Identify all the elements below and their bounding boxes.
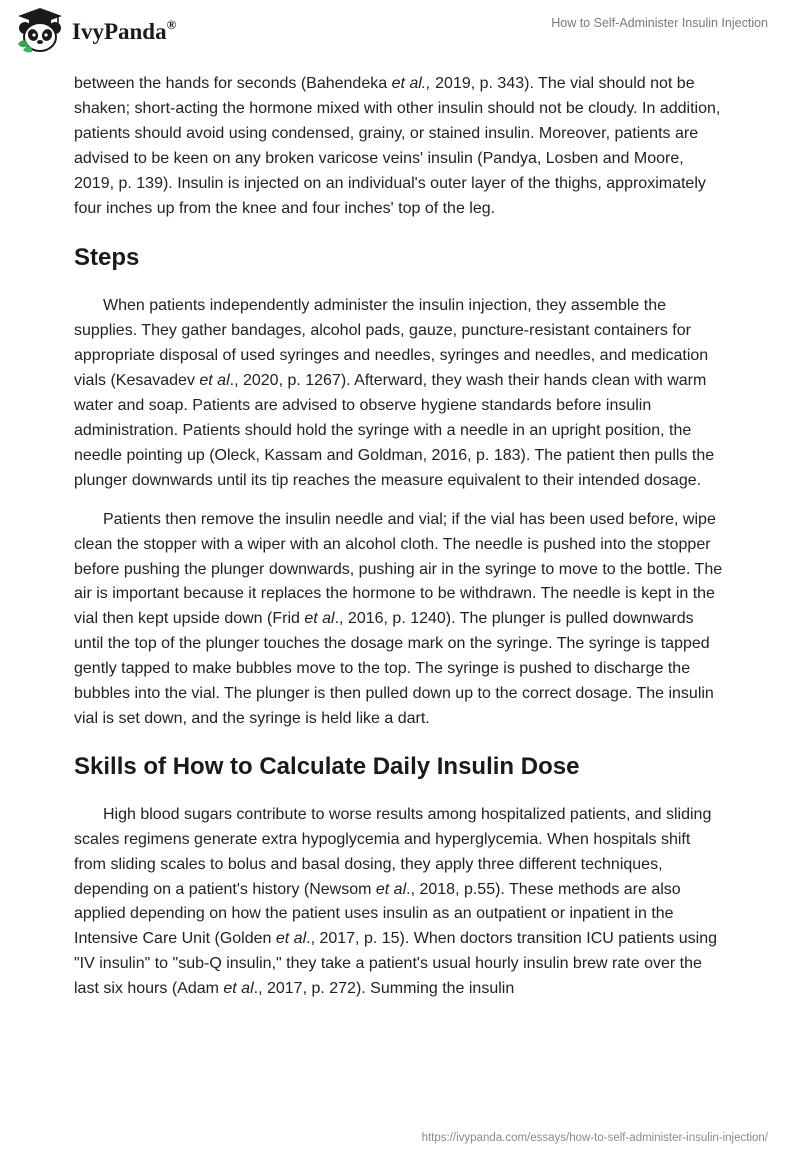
paragraph-steps-2: Patients then remove the insulin needle and vial; if the vial has been used before, wipe clean the stopper with a wiper with an alcohol cloth. The needle is pushed into the stopper before pushing the plunger downwards, pushing air in the syringe to move to the bottle. The air is important because it replaces the hormone to be withdrawn. The needle is kept in the vial then kept upside down (Frid et al., 2016, p. 1240). The plunger is pulled downwards until the top of the plunger touches the dosage mark on the syringe. The syringe is tapped gently tapped to make bubbles move to the top. The syringe is pushed to discharge the bubbles into the vial. The plunger is then pulled down up to the correct dosage. The insulin vial is set down, and the syringe is held like a dart. <box>74 510 723 727</box>
ivypanda-logo[interactable] <box>14 6 176 54</box>
paragraph-skills-1: High blood sugars contribute to worse results among hospitalized patients, and sliding scales regimens generate extra hypoglycemia and hyperglycemia. When hospitals shift from sliding scales to bolus and basal dosing, they apply three different techniques, depending on a patient's history (Newsom et al., 2018, p.55). These methods are also applied depending on how the patient uses insulin as an outpatient or inpatient in the Intensive Care Unit (Golden et al., 2017, p. 15). When doctors transition ICU patients using "IV insulin" to "sub-Q insulin," they take a patient's usual hourly insulin brew rate over the last six hours (Adam et al., 2017, p. 272). Summing the insulin <box>74 805 718 998</box>
essay-body <box>74 72 726 1002</box>
section-heading-skills: Skills of How to Calculate Daily Insulin Dose <box>74 752 580 780</box>
section-heading-steps: Steps <box>74 244 140 272</box>
paragraph-continued: between the hands for seconds (Bahendeka et al., 2019, p. 343). The vial should not be shaken; short-acting the hormone mixed with other insulin should not be cloudy. In addition, patients should avoid using condensed, grainy, or stained insulin. Moreover, patients are advised to be keen on any broken varicose veins' insulin (Pandya, Losben and Moore, 2019, p. 139). Insulin is injected on an individual's outer layer of the thighs, approximately four inches up from the knee and four inches' top of the leg. <box>74 75 721 217</box>
paragraph-steps-1: When patients independently administer the insulin injection, they assemble the supplies. They gather bandages, alcohol pads, gauze, puncture-resistant containers for appropriate disposal of used syringes and needles, syringes and needles, and medication vials (Kesavadev et al., 2020, p. 1267). Afterward, they wash their hands clean with warm water and soap. Patients are advised to observe hygiene standards before insulin administration. Patients should hold the syringe with a needle in an upright position, the needle pointing up (Oleck, Kassam and Goldman, 2016, p. 183). The patient then pulls the plunger downwards until its tip reaches the measure equivalent to their intended dosage. <box>74 297 715 489</box>
page-header <box>0 0 800 64</box>
source-url[interactable]: https://ivypanda.com/essays/how-to-self-administer-insulin-injection/ <box>421 1132 768 1144</box>
brand-name: IvyPanda® <box>72 17 177 44</box>
panda-graduate-icon <box>14 6 66 54</box>
document-title: How to Self-Administer Insulin Injection <box>551 16 768 30</box>
